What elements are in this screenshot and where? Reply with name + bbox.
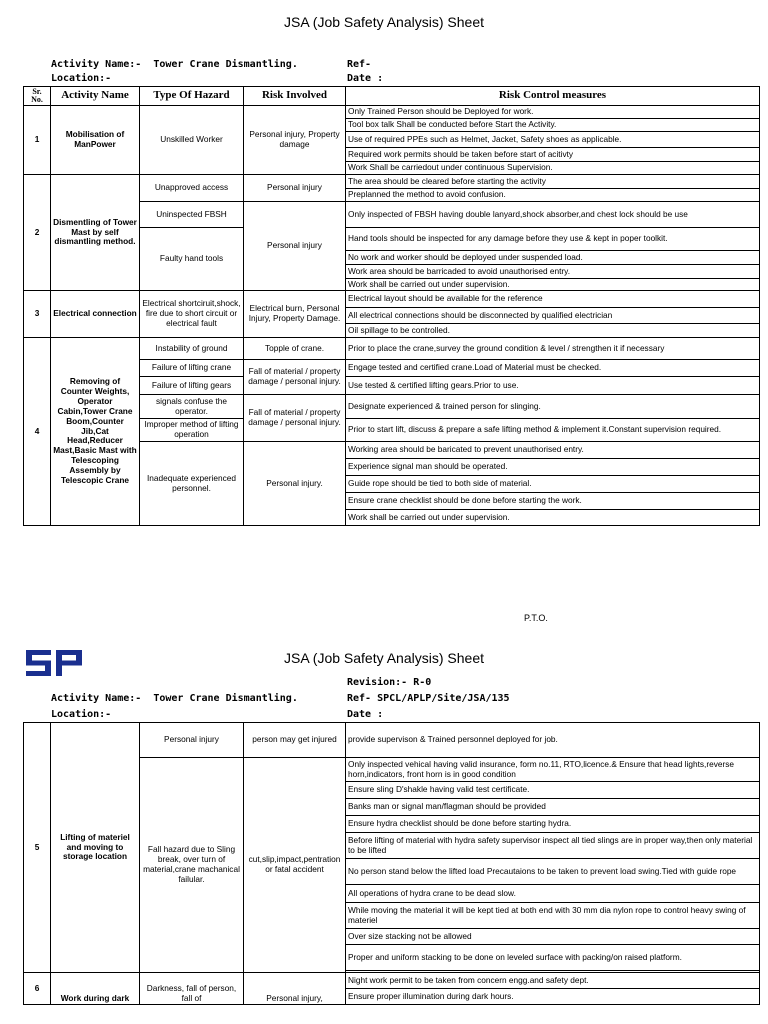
activity-name: Activity Name:- Tower Crane Dismantling. xyxy=(51,59,298,70)
control-cell: No work and worker should be deployed under suspended load. xyxy=(346,251,760,265)
risk-cell: Electrical burn, Personal Injury, Property Damage. xyxy=(244,291,346,338)
risk-cell: Personal injury. xyxy=(244,442,346,526)
jsa-table-page2 xyxy=(23,722,760,1005)
risk-cell: Personal injury xyxy=(244,175,346,202)
risk-cell: Personal injury xyxy=(244,202,346,291)
ref-label: Ref- SPCL/APLP/Site/JSA/135 xyxy=(347,693,510,704)
control-cell: Guide rope should be tied to both side of material. xyxy=(346,476,760,493)
activity-cell: Removing of Counter Weights, Operator Cabin,Tower Crane Boom,Counter Jib,Cat Head,Reducer Mast,Basic Mast with Telescoping Assembly by Telescopic Crane xyxy=(51,338,140,526)
control-cell: Use tested & certified lifting gears.Prior to use. xyxy=(346,377,760,395)
location-label: Location:- xyxy=(51,73,112,84)
control-cell: Required work permits should be taken before start of acitivty xyxy=(346,148,760,162)
risk-cell: Personal injury, Property damage xyxy=(244,106,346,175)
table-row xyxy=(24,106,760,119)
control-cell: Experience signal man should be operated. xyxy=(346,459,760,476)
ref-label: Ref- xyxy=(347,59,372,70)
hazard-cell: signals confuse the operator. xyxy=(140,395,244,419)
pto-label: P.T.O. xyxy=(524,613,548,623)
jsa-table-page1 xyxy=(23,86,760,526)
control-cell: Ensure hydra checklist should be done before starting hydra. xyxy=(346,816,760,833)
table-row xyxy=(24,175,760,189)
col-header-risk: Risk Involved xyxy=(244,87,346,106)
control-cell: Tool box talk Shall be conducted before Start the Activity. xyxy=(346,119,760,132)
control-cell: Engage tested and certified crane.Load of Material must be checked. xyxy=(346,360,760,377)
control-cell: Use of required PPEs such as Helmet, Jacket, Safety shoes as applicable. xyxy=(346,132,760,148)
sr-no-cell: 4 xyxy=(24,338,51,526)
hazard-cell: Failure of lifting crane xyxy=(140,360,244,377)
control-cell: Ensure sling D'shakle having valid test certificate. xyxy=(346,782,760,799)
hazard-cell: Electrical shortciruit,shock, fire due to short circuit or electrical fault xyxy=(140,291,244,338)
revision-label: Revision:- R-0 xyxy=(347,677,432,688)
table-header-row xyxy=(24,87,760,106)
table-row xyxy=(24,973,760,989)
hazard-cell: Improper method of lifting operation xyxy=(140,419,244,442)
control-cell: Electrical layout should be available for the reference xyxy=(346,291,760,308)
col-header-controls: Risk Control measures xyxy=(346,87,760,106)
page-title: JSA (Job Safety Analysis) Sheet xyxy=(284,650,484,666)
control-cell: Prior to place the crane,survey the ground condition & level / strengthen it if necessary xyxy=(346,338,760,360)
activity-cell: Dismentling of Tower Mast by self dismantling method. xyxy=(51,175,140,291)
col-header-sr-no: Sr. No. xyxy=(24,87,51,106)
col-header-hazard: Type Of Hazard xyxy=(140,87,244,106)
control-cell: The area should be cleared before starting the activity xyxy=(346,175,760,189)
control-cell: Proper and uniform stacking to be done on leveled surface with packing/on raised platform. xyxy=(346,945,760,971)
page-title: JSA (Job Safety Analysis) Sheet xyxy=(284,14,484,30)
sr-no-cell: 5 xyxy=(24,723,51,973)
sr-no-cell: 2 xyxy=(24,175,51,291)
risk-cell: person may get injured xyxy=(244,723,346,758)
control-cell: Ensure proper illumination during dark hours. xyxy=(346,989,760,1005)
control-cell: Work Shall be carriedout under continuous Supervision. xyxy=(346,162,760,175)
hazard-cell: Faulty hand tools xyxy=(140,228,244,291)
control-cell: Only inspected vehical having valid insurance, form no.11, RTO,licence.& Ensure that head lights,reverse horn,indicators, front horn is in good condition xyxy=(346,758,760,782)
control-cell: Prior to start lift, discuss & prepare a safe lifting method & implement it.Constant supervision required. xyxy=(346,419,760,442)
control-cell: No person stand below the lifted load Precautaions to be taken to prevent load swing.Tied with guide rope xyxy=(346,859,760,885)
control-cell: Work area should be barricaded to avoid unauthorised entry. xyxy=(346,265,760,279)
table-row xyxy=(24,291,760,308)
table-row xyxy=(24,338,760,360)
sr-no-cell: 1 xyxy=(24,106,51,175)
control-cell: Oil spillage to be controlled. xyxy=(346,324,760,338)
control-cell: Working area should be baricated to prevent unauthorised entry. xyxy=(346,442,760,459)
activity-cell: Lifting of materiel and moving to storage location xyxy=(51,723,140,973)
risk-cell: cut,slip,impact,pentration or fatal accident xyxy=(244,758,346,973)
activity-cell: Work during dark xyxy=(51,973,140,1005)
control-cell: provide supervison & Trained personnel deployed for job. xyxy=(346,723,760,758)
control-cell: Work shall be carried out under supervision. xyxy=(346,510,760,526)
risk-cell: Topple of crane. xyxy=(244,338,346,360)
hazard-cell: Uninspected FBSH xyxy=(140,202,244,228)
control-cell: Only inspected of FBSH having double lanyard,shock absorber,and chest lock should be use xyxy=(346,202,760,228)
control-cell: Over size stacking not be allowed xyxy=(346,929,760,945)
hazard-cell: Personal injury xyxy=(140,723,244,758)
activity-name: Activity Name:- Tower Crane Dismantling. xyxy=(51,693,298,704)
sr-no-cell: 6 xyxy=(24,973,51,1005)
control-cell: Designate experienced & trained person for slinging. xyxy=(346,395,760,419)
risk-cell: Fall of material / property damage / personal injury. xyxy=(244,395,346,442)
control-cell: Banks man or signal man/flagman should be provided xyxy=(346,799,760,816)
hazard-cell: Inadequate experienced personnel. xyxy=(140,442,244,526)
hazard-cell: Darkness, fall of person, fall of xyxy=(140,973,244,1005)
control-cell: All operations of hydra crane to be dead slow. xyxy=(346,885,760,903)
location-label: Location:- xyxy=(51,709,112,720)
control-cell: All electrical connections should be disconnected by qualified electrician xyxy=(346,308,760,324)
control-cell: Only Trained Person should be Deployed for work. xyxy=(346,106,760,119)
col-header-activity: Activity Name xyxy=(51,87,140,106)
activity-cell: Mobilisation of ManPower xyxy=(51,106,140,175)
sr-no-cell: 3 xyxy=(24,291,51,338)
control-cell: Before lifting of material with hydra safety supervisor inspect all tied slings are in proper way,then only material to be lifted xyxy=(346,833,760,859)
hazard-cell: Failure of lifting gears xyxy=(140,377,244,395)
risk-cell: Fall of material / property damage / personal injury. xyxy=(244,360,346,395)
control-cell: Hand tools should be inspected for any damage before they use & kept in poper toolkit. xyxy=(346,228,760,251)
hazard-cell: Unapproved access xyxy=(140,175,244,202)
control-cell: Night work permit to be taken from concern engg.and safety dept. xyxy=(346,973,760,989)
control-cell: Work shall be carried out under supervision. xyxy=(346,279,760,291)
control-cell: Ensure crane checklist should be done before starting the work. xyxy=(346,493,760,510)
risk-cell: Personal injury, xyxy=(244,973,346,1005)
hazard-cell: Instability of ground xyxy=(140,338,244,360)
control-cell: While moving the material it will be kept tied at both end with 30 mm dia nylon rope to control heavy swing of materiel xyxy=(346,903,760,929)
date-label: Date : xyxy=(347,709,384,720)
date-label: Date : xyxy=(347,73,384,84)
table-row xyxy=(24,723,760,758)
hazard-cell: Fall hazard due to Sling break, over turn of material,crane machanical failular. xyxy=(140,758,244,973)
hazard-cell: Unskilled Worker xyxy=(140,106,244,175)
control-cell: Preplanned the method to avoid confusion. xyxy=(346,189,760,202)
activity-cell: Electrical connection xyxy=(51,291,140,338)
